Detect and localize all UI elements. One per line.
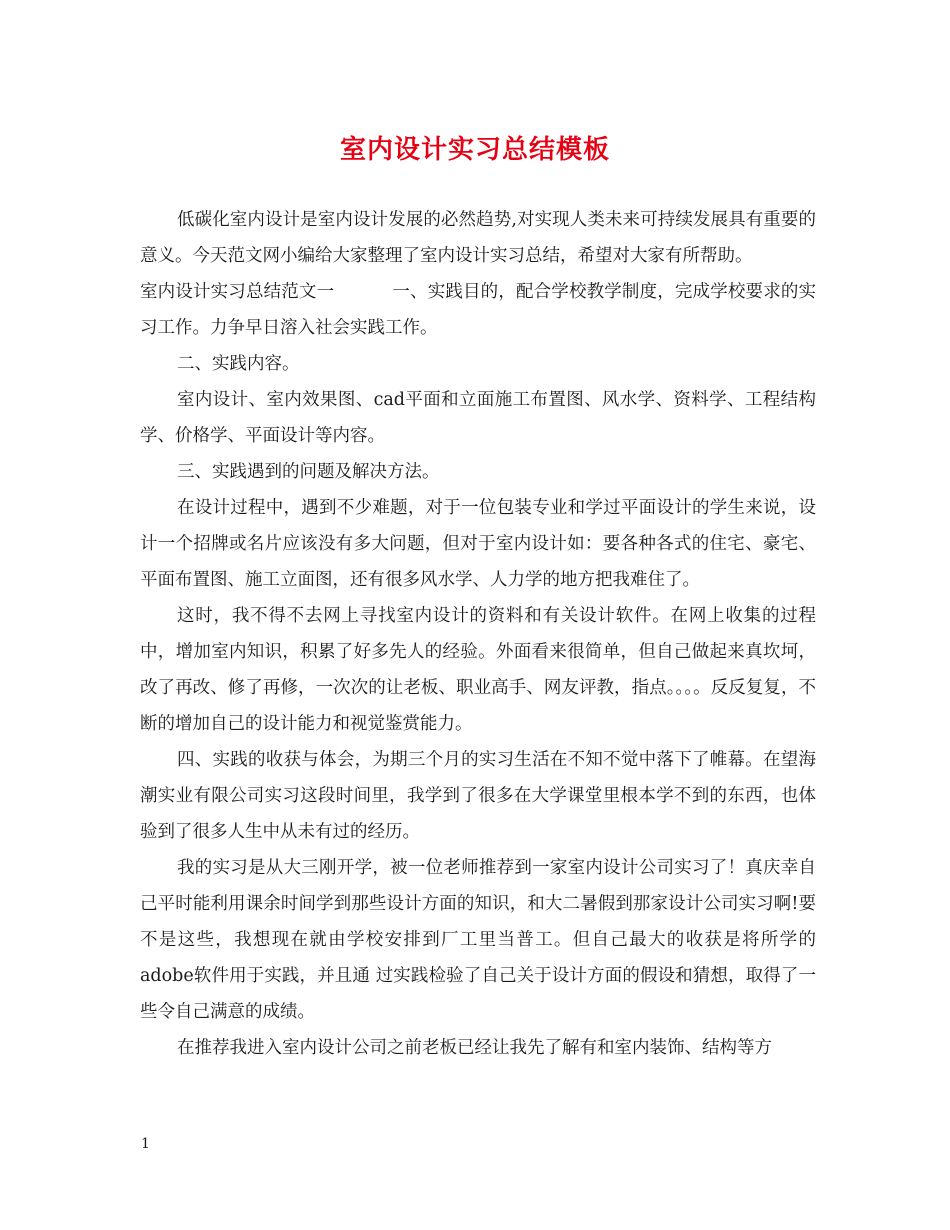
paragraph-design-process: 在设计过程中，遇到不少难题，对于一位包装专业和学过平面设计的学生来说，设计一个招牌或名片应该没有多大问题，但对于室内设计如：要各种各式的住宅、豪宅、平面布置图、施工立面图，还有很多风水学、人力学的地方把我难住了。 — [140, 498, 816, 590]
paragraph-practice-content-heading: 二、实践内容。 — [177, 354, 300, 374]
paragraph-internship: 我的实习是从大三刚开学，被一位老师推荐到一家室内设计公司实习了！真庆幸自己平时能利用课余时间学到那些设计方面的知识，和大二暑假到那家设计公司实习啊!要不是这些，我想现在就由学校安排到厂工里当普工。但自己最大的收获是将所学的adobe软件用于实践，并且通 过实践检验了自己关于设计方面的假设和猜想，取得了一些令自己满意的成绩。 — [140, 858, 816, 1022]
paragraph-online-research: 这时，我不得不去网上寻找室内设计的资料和有关设计软件。在网上收集的过程中，增加室内知识，积累了好多先人的经验。外面看来很简单，但自己做起来真坎坷，改了再改、修了再修，一次次的让老板、职业高手、网友评教，指点。。。。反反复复，不断的增加自己的设计能力和视觉鉴赏能力。 — [140, 606, 816, 734]
paragraph-problems-heading: 三、实践遇到的问题及解决方法。 — [177, 462, 440, 482]
document-title: 室内设计实习总结模板 — [339, 135, 610, 165]
section-label: 室内设计实习总结范文一 — [140, 282, 335, 302]
document-body — [140, 202, 816, 1066]
paragraph-intro: 低碳化室内设计是室内设计发展的必然趋势,对实现人类未来可持续发展具有重要的意义。今天范文网小编给大家整理了室内设计实习总结，希望对大家有所帮助。 — [140, 210, 816, 266]
paragraph-recommendation: 在推荐我进入室内设计公司之前老板已经让我先了解有和室内装饰、结构等方 — [177, 1038, 772, 1058]
paragraph-section-one — [140, 274, 816, 346]
paragraph-gains-heading: 四、实践的收获与体会，为期三个月的实习生活在不知不觉中落下了帷幕。在望海潮实业有限公司实习这段时间里，我学到了很多在大学课堂里根本学不到的东西，也体验到了很多人生中从未有过的经历。 — [140, 750, 816, 842]
paragraph-practice-content: 室内设计、室内效果图、cad平面和立面施工布置图、风水学、资料学、工程结构学、价格学、平面设计等内容。 — [140, 390, 816, 446]
page-number: 1 — [141, 1136, 150, 1152]
paragraph-practice-purpose: 一、实践目的，配合学校教学制度，完成学校要求的实习工作。力争早日溶入社会实践工作。 — [140, 282, 817, 338]
